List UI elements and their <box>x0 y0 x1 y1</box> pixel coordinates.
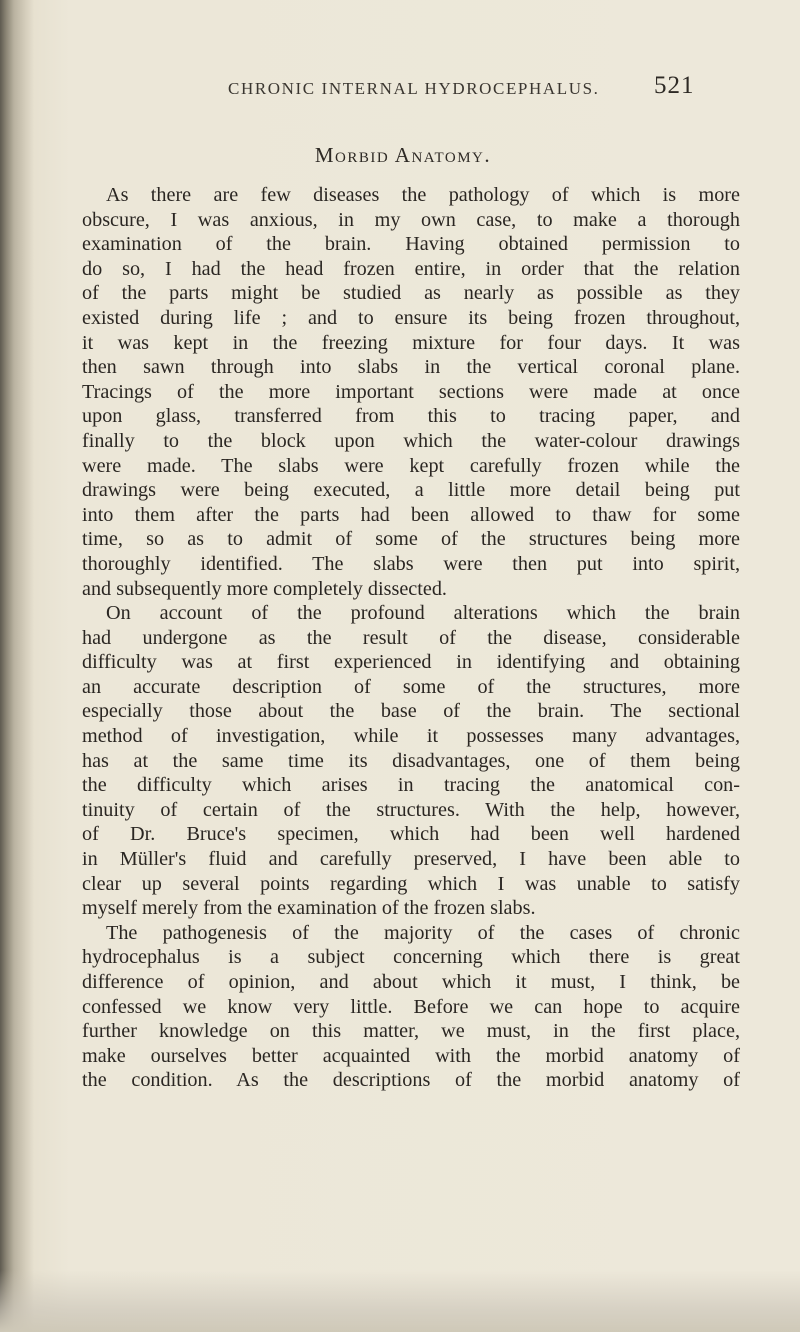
text-line: hydrocephalus is a subject concerning which there is great <box>82 946 740 969</box>
text-line: time, so as to admit of some of the structures being more <box>82 528 740 551</box>
text-line: further knowledge on this matter, we must, in the first place, <box>82 1020 740 1043</box>
text-line: difference of opinion, and about which it must, I think, be <box>82 971 740 993</box>
text-line: clear up several points regarding which I was unable to satisfy <box>82 872 740 895</box>
text-line: thoroughly identified. The slabs were then put into spirit, <box>82 552 740 575</box>
text-line: On account of the profound alterations which the brain <box>106 602 740 625</box>
text-line: has at the same time its disadvantages, one of them being <box>82 749 740 772</box>
text-line: myself merely from the examination of the frozen slabs. <box>82 897 536 920</box>
paragraph-1 <box>82 183 740 601</box>
text-line: The pathogenesis of the majority of the cases of chronic <box>106 921 740 944</box>
text-line: had undergone as the result of the disease, considerable <box>82 626 740 649</box>
text-line: and subsequently more completely dissected. <box>82 577 447 600</box>
text-line: in Müller's fluid and carefully preserved, I have been able to <box>82 848 740 871</box>
text-line: upon glass, transferred from this to tracing paper, and <box>82 405 740 428</box>
text-line: make ourselves better acquainted with the morbid anatomy of <box>82 1044 740 1067</box>
text-line: method of investigation, while it possesses many advantages, <box>82 725 740 748</box>
text-line: of the parts might be studied as nearly as possible as they <box>82 282 740 305</box>
text-line: of Dr. Bruce's specimen, which had been well hardened <box>82 823 740 846</box>
text-line: it was kept in the freezing mixture for four days. It was <box>82 331 740 354</box>
page-header <box>0 0 800 120</box>
text-line: the condition. As the descriptions of the morbid anatomy of <box>82 1069 740 1092</box>
text-line: obscure, I was anxious, in my own case, to make a thorough <box>82 208 740 231</box>
text-line: Tracings of the more important sections were made at once <box>82 380 740 403</box>
text-line: finally to the block upon which the water-colour drawings <box>82 429 740 452</box>
text-line: As there are few diseases the pathology of which is more <box>106 184 740 206</box>
text-line: difficulty was at first experienced in identifying and obtaining <box>82 651 740 674</box>
body-text <box>82 183 740 1093</box>
text-line: do so, I had the head frozen entire, in order that the relation <box>82 257 740 280</box>
text-line: then sawn through into slabs in the vertical coronal plane. <box>82 356 740 379</box>
text-line: drawings were being executed, a little more detail being put <box>82 479 740 502</box>
page-bottom-shadow <box>0 1270 800 1332</box>
text-line: especially those about the base of the brain. The sectional <box>82 700 740 723</box>
page-gutter <box>0 0 34 1332</box>
paragraph-2 <box>82 601 740 921</box>
text-line: tinuity of certain of the structures. With the help, however, <box>82 798 740 821</box>
text-line: confessed we know very little. Before we can hope to acquire <box>82 995 740 1018</box>
text-line: into them after the parts had been allowed to thaw for some <box>82 503 740 526</box>
running-head: CHRONIC INTERNAL HYDROCEPHALUS. <box>228 79 600 98</box>
page-number: 521 <box>654 72 695 99</box>
text-line: were made. The slabs were kept carefully frozen while the <box>82 454 740 477</box>
text-line: an accurate description of some of the structures, more <box>82 675 740 698</box>
section-title: Morbid Anatomy. <box>314 143 492 167</box>
text-line: existed during life ; and to ensure its being frozen throughout, <box>82 306 740 329</box>
paragraph-3 <box>82 921 740 1093</box>
text-line: the difficulty which arises in tracing the anatomical con- <box>82 774 740 797</box>
text-line: examination of the brain. Having obtained permission to <box>82 233 740 256</box>
